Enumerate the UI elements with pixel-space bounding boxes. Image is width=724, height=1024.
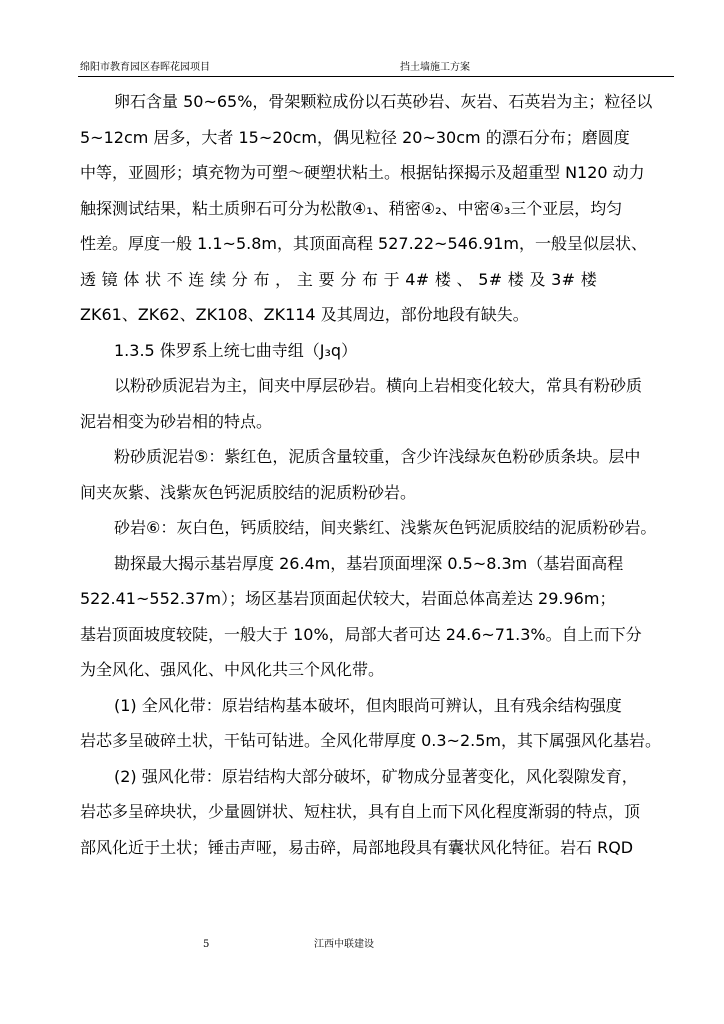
- text-line-11: 粉砂质泥岩⑤：紫红色，泥质含量较重，含少许浅绿灰色粉砂质条块。层中: [114, 447, 641, 466]
- text-line-14: 勘探最大揭示基岩厚度 26.4m，基岩顶面埋深 0.5~8.3m（基岩面高程: [114, 553, 624, 573]
- text-line-13: 砂岩⑥：灰白色，钙质胶结，间夹紫红、浅紫灰色钙泥质胶结的泥质粉砂岩。: [114, 518, 657, 537]
- text-line-17: 为全风化、强风化、中风化共三个风化带。: [80, 660, 385, 679]
- text-line-18: (1) 全风化带：原岩结构基本破坏，但肉眼尚可辨认，且有残余结构强度: [114, 695, 622, 715]
- text-line-6: 透 镜 体 状 不 连 续 分 布 ， 主 要 分 布 于 4# 楼 、 5# 楼 及 3# 楼: [80, 269, 598, 289]
- text-line-1: 卵石含量 50~65%，骨架颗粒成份以石英砂岩、灰岩、石英岩为主；粒径以: [114, 92, 653, 111]
- footer-company-name: 江西中联建设: [314, 939, 374, 950]
- text-line-12: 间夹灰紫、浅紫灰色钙泥质胶结的泥质粉砂岩。: [80, 482, 417, 502]
- section-heading: 1.3.5 侏罗系上统七曲寺组（J₃q）: [114, 340, 358, 360]
- text-line-22: 部风化近于土状；锤击声哑，易击碎，局部地段具有囊状风化特征。岩石 RQD: [80, 837, 634, 857]
- text-line-10: 泥岩相变为砂岩相的特点。: [80, 411, 273, 431]
- page-footer: [0, 938, 724, 954]
- text-line-21: 岩芯多呈碎块状，少量圆饼状、短柱状，具有自上而下风化程度渐弱的特点，顶: [80, 802, 641, 821]
- text-line-16: 基岩顶面坡度较陡，一般大于 10%，局部大者可达 24.6~71.3%。自上而下分: [80, 624, 642, 644]
- text-line-5: 性差。厚度一般 1.1~5.8m，其顶面高程 527.22~546.91m，一般呈似层状、: [80, 234, 648, 253]
- text-line-2: 5~12cm 居多，大者 15~20cm，偶见粒径 20~30cm 的漂石分布；磨圆度: [80, 127, 630, 147]
- text-line-4: 触探测试结果，粘土质卵石可分为松散④₁、稍密④₂、中密④₃三个亚层，均匀: [80, 198, 623, 218]
- text-line-7: ZK61、ZK62、ZK108、ZK114 及其周边，部份地段有缺失。: [80, 305, 529, 324]
- header-document-title: 挡土墙施工方案: [400, 62, 470, 73]
- text-line-20: (2) 强风化带：原岩结构大部分破坏，矿物成分显著变化，风化裂隙发育，: [114, 766, 638, 786]
- header-project-name: 绵阳市教育园区春晖花园项目: [80, 62, 210, 73]
- page-header: [78, 62, 674, 77]
- text-line-9: 以粉砂质泥岩为主，间夹中厚层砂岩。横向上岩相变化较大，常具有粉砂质: [114, 376, 643, 395]
- text-line-15: 522.41~552.37m）；场区基岩顶面起伏较大，岩面总体高差达 29.96m；: [80, 589, 616, 608]
- text-line-3: 中等，亚圆形；填充物为可塑～硬塑状粘土。根据钻探揭示及超重型 N120 动力: [80, 163, 645, 182]
- text-line-19: 岩芯多呈破碎土状，干钻可钻进。全风化带厚度 0.3~2.5m，其下属强风化基岩。: [80, 731, 661, 750]
- document-body: [80, 88, 674, 869]
- page-number: 5: [203, 939, 210, 950]
